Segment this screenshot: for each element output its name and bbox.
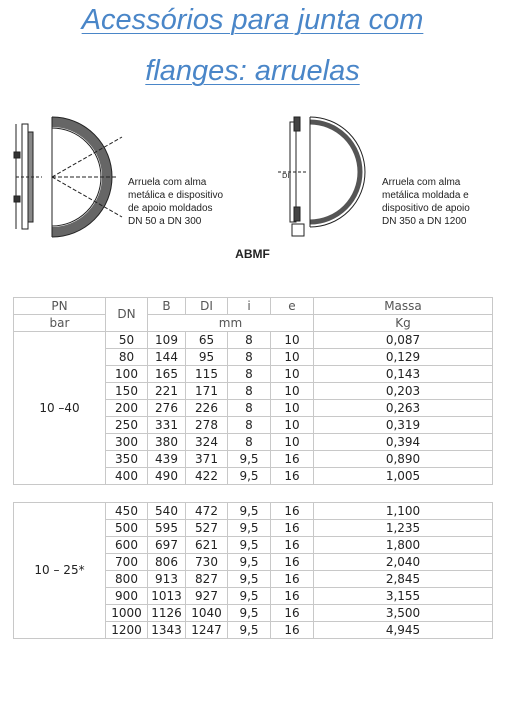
dn-cell: 100 (106, 366, 148, 383)
massa-cell: 0,890 (314, 451, 493, 468)
dn-cell: 500 (106, 520, 148, 537)
di-cell: 527 (186, 520, 228, 537)
di-cell: 422 (186, 468, 228, 485)
i-cell: 9,5 (228, 537, 271, 554)
figure-label: ABMF (235, 247, 270, 261)
di-cell: 65 (186, 332, 228, 349)
dn-cell: 50 (106, 332, 148, 349)
i-cell: 8 (228, 349, 271, 366)
e-cell: 16 (271, 537, 314, 554)
e-cell: 16 (271, 503, 314, 520)
dimensions-table-group2 (13, 502, 493, 639)
massa-cell: 0,263 (314, 400, 493, 417)
massa-cell: 1,800 (314, 537, 493, 554)
massa-cell: 0,394 (314, 434, 493, 451)
di-cell: 278 (186, 417, 228, 434)
di-cell: 472 (186, 503, 228, 520)
b-cell: 439 (148, 451, 186, 468)
massa-cell: 4,945 (314, 622, 493, 639)
dn-cell: 80 (106, 349, 148, 366)
e-cell: 10 (271, 366, 314, 383)
i-cell: 9,5 (228, 503, 271, 520)
di-cell: 95 (186, 349, 228, 366)
b-cell: 540 (148, 503, 186, 520)
massa-cell: 0,143 (314, 366, 493, 383)
b-cell: 1126 (148, 605, 186, 622)
b-cell: 144 (148, 349, 186, 366)
b-cell: 221 (148, 383, 186, 400)
massa-cell: 2,040 (314, 554, 493, 571)
b-cell: 697 (148, 537, 186, 554)
e-cell: 16 (271, 451, 314, 468)
svg-text:DI: DI (282, 172, 290, 180)
i-cell: 9,5 (228, 605, 271, 622)
header-i: i (228, 298, 271, 315)
b-cell: 913 (148, 571, 186, 588)
massa-cell: 0,319 (314, 417, 493, 434)
b-cell: 1343 (148, 622, 186, 639)
page-title-line1: Acessórios para junta com (81, 4, 424, 36)
b-cell: 380 (148, 434, 186, 451)
e-cell: 16 (271, 554, 314, 571)
header-massa-unit: Kg (314, 315, 493, 332)
dn-cell: 350 (106, 451, 148, 468)
e-cell: 16 (271, 571, 314, 588)
i-cell: 9,5 (228, 554, 271, 571)
table-row (14, 503, 493, 520)
washer-drawing-small (12, 112, 132, 247)
e-cell: 10 (271, 349, 314, 366)
e-cell: 10 (271, 417, 314, 434)
di-cell: 324 (186, 434, 228, 451)
dn-cell: 450 (106, 503, 148, 520)
header-di: DI (186, 298, 228, 315)
e-cell: 10 (271, 400, 314, 417)
massa-cell: 0,203 (314, 383, 493, 400)
i-cell: 9,5 (228, 468, 271, 485)
massa-cell: 1,235 (314, 520, 493, 537)
e-cell: 16 (271, 520, 314, 537)
massa-cell: 0,087 (314, 332, 493, 349)
i-cell: 8 (228, 383, 271, 400)
di-cell: 1247 (186, 622, 228, 639)
page-title-line2: flanges: arruelas (145, 55, 360, 87)
b-cell: 165 (148, 366, 186, 383)
dn-cell: 600 (106, 537, 148, 554)
b-cell: 331 (148, 417, 186, 434)
header-dims-unit: mm (148, 315, 314, 332)
dn-cell: 200 (106, 400, 148, 417)
i-cell: 8 (228, 332, 271, 349)
header-pn: PN (14, 298, 106, 315)
massa-cell: 1,100 (314, 503, 493, 520)
i-cell: 9,5 (228, 451, 271, 468)
i-cell: 9,5 (228, 588, 271, 605)
i-cell: 9,5 (228, 622, 271, 639)
b-cell: 1013 (148, 588, 186, 605)
b-cell: 109 (148, 332, 186, 349)
b-cell: 806 (148, 554, 186, 571)
header-pn-unit: bar (14, 315, 106, 332)
di-cell: 226 (186, 400, 228, 417)
e-cell: 10 (271, 383, 314, 400)
i-cell: 8 (228, 417, 271, 434)
dn-cell: 400 (106, 468, 148, 485)
dn-cell: 1200 (106, 622, 148, 639)
caption-left: Arruela com alma metálica e dispositivo de apoio moldados DN 50 a DN 300 (128, 177, 224, 227)
table-row (14, 332, 493, 349)
e-cell: 10 (271, 434, 314, 451)
e-cell: 16 (271, 622, 314, 639)
i-cell: 9,5 (228, 520, 271, 537)
i-cell: 9,5 (228, 571, 271, 588)
pn-range-cell: 10 –40 (14, 332, 106, 485)
e-cell: 10 (271, 332, 314, 349)
dn-cell: 1000 (106, 605, 148, 622)
header-dn: DN (106, 298, 148, 332)
massa-cell: 3,155 (314, 588, 493, 605)
di-cell: 730 (186, 554, 228, 571)
dimensions-table-group1 (13, 297, 493, 485)
di-cell: 1040 (186, 605, 228, 622)
massa-cell: 1,005 (314, 468, 493, 485)
dn-cell: 800 (106, 571, 148, 588)
di-cell: 171 (186, 383, 228, 400)
washer-drawing-large (268, 112, 378, 242)
di-cell: 621 (186, 537, 228, 554)
i-cell: 8 (228, 366, 271, 383)
dn-cell: 250 (106, 417, 148, 434)
caption-right: Arruela com alma metálica moldada e dispositivo de apoio DN 350 a DN 1200 (382, 177, 470, 227)
dn-cell: 150 (106, 383, 148, 400)
massa-cell: 2,845 (314, 571, 493, 588)
dn-cell: 700 (106, 554, 148, 571)
i-cell: 8 (228, 400, 271, 417)
di-cell: 827 (186, 571, 228, 588)
header-e: e (271, 298, 314, 315)
e-cell: 16 (271, 588, 314, 605)
b-cell: 490 (148, 468, 186, 485)
massa-cell: 0,129 (314, 349, 493, 366)
b-cell: 595 (148, 520, 186, 537)
i-cell: 8 (228, 434, 271, 451)
dn-cell: 300 (106, 434, 148, 451)
e-cell: 16 (271, 468, 314, 485)
dn-cell: 900 (106, 588, 148, 605)
di-cell: 371 (186, 451, 228, 468)
b-cell: 276 (148, 400, 186, 417)
e-cell: 16 (271, 605, 314, 622)
massa-cell: 3,500 (314, 605, 493, 622)
di-cell: 115 (186, 366, 228, 383)
header-massa: Massa (314, 298, 493, 315)
header-b: B (148, 298, 186, 315)
pn-range-cell: 10 – 25* (14, 503, 106, 639)
di-cell: 927 (186, 588, 228, 605)
